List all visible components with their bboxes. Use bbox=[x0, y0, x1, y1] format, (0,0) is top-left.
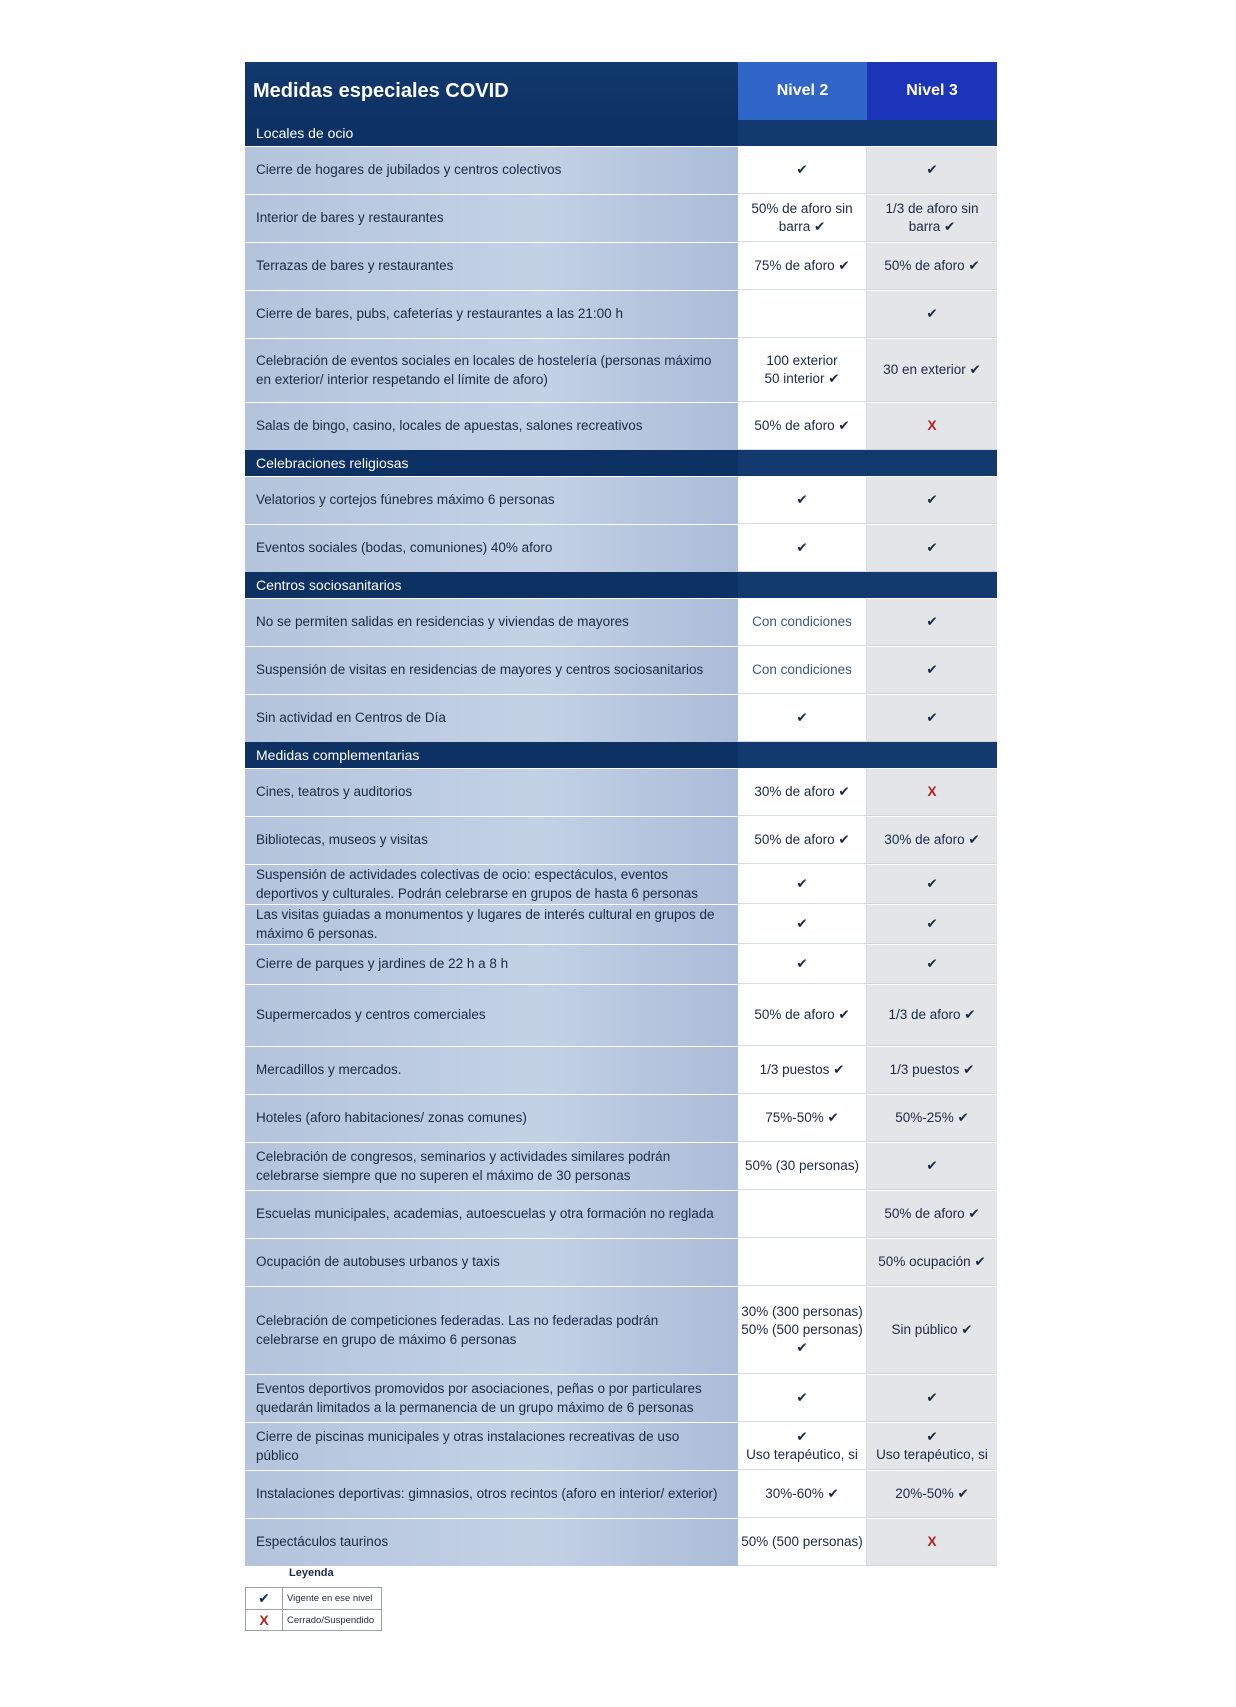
nivel-2-cell: 75% de aforo ✔ bbox=[738, 243, 867, 290]
section-fill bbox=[738, 120, 997, 146]
nivel-3-cell: ✔ bbox=[867, 599, 997, 646]
measure-label: Hoteles (aforo habitaciones/ zonas comunes) bbox=[245, 1095, 738, 1142]
nivel-3-cell: ✔ bbox=[867, 695, 997, 742]
measure-label: Cierre de hogares de jubilados y centros colectivos bbox=[245, 147, 738, 194]
section-label: Medidas complementarias bbox=[245, 742, 738, 768]
table-row bbox=[245, 944, 997, 984]
table-row bbox=[245, 290, 997, 338]
nivel-3-cell: ✔ bbox=[867, 477, 997, 524]
nivel-3-cell: ✔ bbox=[867, 945, 997, 984]
table-row bbox=[245, 1422, 997, 1470]
table-title: Medidas especiales COVID bbox=[245, 62, 738, 120]
table-row bbox=[245, 816, 997, 864]
nivel-2-cell: 100 exterior 50 interior ✔ bbox=[738, 339, 867, 402]
nivel-3-cell: ✔ bbox=[867, 147, 997, 194]
nivel-2-cell: 1/3 puestos ✔ bbox=[738, 1047, 867, 1094]
table-row bbox=[245, 402, 997, 450]
table-row bbox=[245, 1046, 997, 1094]
nivel-2-cell: 50% de aforo sin barra ✔ bbox=[738, 195, 867, 242]
legend-item-label: Cerrado/Suspendido bbox=[283, 1610, 382, 1631]
nivel-3-cell: 50% de aforo ✔ bbox=[867, 243, 997, 290]
table-row bbox=[245, 1470, 997, 1518]
nivel-3-cell: 30% de aforo ✔ bbox=[867, 817, 997, 864]
table-row bbox=[245, 338, 997, 402]
nivel-2-cell: ✔ bbox=[738, 905, 867, 944]
nivel-3-cell: ✔ bbox=[867, 647, 997, 694]
section-fill bbox=[738, 742, 997, 768]
section-fill bbox=[738, 572, 997, 598]
section-fill bbox=[738, 450, 997, 476]
measure-label: Eventos deportivos promovidos por asociaciones, peñas o por particulares quedarán limitados a la permanencia de un grupo máximo de 6 personas bbox=[245, 1375, 738, 1422]
check-icon: ✔ bbox=[246, 1588, 283, 1610]
measure-label: Espectáculos taurinos bbox=[245, 1519, 738, 1566]
nivel-2-cell: 75%-50% ✔ bbox=[738, 1095, 867, 1142]
table-row bbox=[245, 1142, 997, 1190]
table-row bbox=[245, 194, 997, 242]
nivel-3-cell: ✔ bbox=[867, 1375, 997, 1422]
nivel-2-cell: ✔ Uso terapéutico, si bbox=[738, 1423, 867, 1470]
nivel-3-cell: 20%-50% ✔ bbox=[867, 1471, 997, 1518]
nivel-2-cell: 30%-60% ✔ bbox=[738, 1471, 867, 1518]
nivel-2-header: Nivel 2 bbox=[738, 62, 867, 120]
table-row bbox=[245, 646, 997, 694]
nivel-3-cell: X bbox=[867, 403, 997, 450]
legend-item-label: Vigente en ese nivel bbox=[283, 1588, 382, 1610]
nivel-3-cell: 50% de aforo ✔ bbox=[867, 1191, 997, 1238]
measure-label: Cines, teatros y auditorios bbox=[245, 769, 738, 816]
table-row bbox=[245, 1518, 997, 1566]
measure-label: Supermercados y centros comerciales bbox=[245, 985, 738, 1046]
nivel-3-cell: 30 en exterior ✔ bbox=[867, 339, 997, 402]
measure-label: Cierre de piscinas municipales y otras instalaciones recreativas de uso público bbox=[245, 1423, 738, 1470]
table-row bbox=[245, 904, 997, 944]
table-row bbox=[245, 864, 997, 904]
nivel-3-cell: ✔ bbox=[867, 865, 997, 904]
nivel-3-header: Nivel 3 bbox=[867, 62, 997, 120]
nivel-3-cell: 1/3 de aforo ✔ bbox=[867, 985, 997, 1046]
measure-label: Instalaciones deportivas: gimnasios, otros recintos (aforo en interior/ exterior) bbox=[245, 1471, 738, 1518]
measure-label: Suspensión de visitas en residencias de mayores y centros sociosanitarios bbox=[245, 647, 738, 694]
nivel-2-cell bbox=[738, 1191, 867, 1238]
nivel-2-cell: Con condiciones bbox=[738, 599, 867, 646]
measure-label: Celebración de competiciones federadas. Las no federadas podrán celebrarse en grupo de máximo 6 personas bbox=[245, 1287, 738, 1374]
measure-label: Cierre de parques y jardines de 22 h a 8 h bbox=[245, 945, 738, 984]
table-row bbox=[245, 242, 997, 290]
table-row bbox=[245, 984, 997, 1046]
nivel-2-cell: ✔ bbox=[738, 525, 867, 572]
measure-label: Celebración de eventos sociales en locales de hostelería (personas máximo en exterior/ interior respetando el límite de aforo) bbox=[245, 339, 738, 402]
section-label: Centros sociosanitarios bbox=[245, 572, 738, 598]
nivel-2-cell: ✔ bbox=[738, 477, 867, 524]
nivel-2-cell bbox=[738, 1239, 867, 1286]
nivel-2-cell: 50% (500 personas) bbox=[738, 1519, 867, 1566]
nivel-3-cell: X bbox=[867, 769, 997, 816]
nivel-3-cell: ✔ bbox=[867, 525, 997, 572]
measure-label: Velatorios y cortejos fúnebres máximo 6 personas bbox=[245, 477, 738, 524]
measure-label: Interior de bares y restaurantes bbox=[245, 195, 738, 242]
cross-icon: X bbox=[246, 1610, 283, 1631]
table-row bbox=[245, 524, 997, 572]
measure-label: Suspensión de actividades colectivas de ocio: espectáculos, eventos deportivos y culturales. Podrán celebrarse en grupos de hasta 6 personas bbox=[245, 865, 738, 904]
nivel-2-cell: 50% de aforo ✔ bbox=[738, 817, 867, 864]
nivel-2-cell: ✔ bbox=[738, 945, 867, 984]
measure-label: Mercadillos y mercados. bbox=[245, 1047, 738, 1094]
table-row bbox=[245, 476, 997, 524]
measure-label: Cierre de bares, pubs, cafeterías y restaurantes a las 21:00 h bbox=[245, 291, 738, 338]
nivel-2-cell: ✔ bbox=[738, 865, 867, 904]
nivel-2-cell: Con condiciones bbox=[738, 647, 867, 694]
nivel-3-cell: ✔ bbox=[867, 1143, 997, 1190]
nivel-2-cell: 50% (30 personas) bbox=[738, 1143, 867, 1190]
measure-label: Celebración de congresos, seminarios y actividades similares podrán celebrarse siempre que no superen el máximo de 30 personas bbox=[245, 1143, 738, 1190]
nivel-3-cell: 50% ocupación ✔ bbox=[867, 1239, 997, 1286]
measure-label: Sin actividad en Centros de Día bbox=[245, 695, 738, 742]
section-label: Celebraciones religiosas bbox=[245, 450, 738, 476]
legend-title: Leyenda bbox=[289, 1567, 334, 1579]
nivel-2-cell: 50% de aforo ✔ bbox=[738, 403, 867, 450]
table-row bbox=[245, 1190, 997, 1238]
nivel-3-cell: X bbox=[867, 1519, 997, 1566]
nivel-2-cell: ✔ bbox=[738, 695, 867, 742]
legend-item bbox=[246, 1610, 382, 1631]
measure-label: Escuelas municipales, academias, autoescuelas y otra formación no reglada bbox=[245, 1191, 738, 1238]
nivel-3-cell: ✔ bbox=[867, 291, 997, 338]
section-header bbox=[245, 450, 997, 476]
measure-label: No se permiten salidas en residencias y viviendas de mayores bbox=[245, 599, 738, 646]
nivel-2-cell: ✔ bbox=[738, 147, 867, 194]
measure-label: Salas de bingo, casino, locales de apuestas, salones recreativos bbox=[245, 403, 738, 450]
measure-label: Ocupación de autobuses urbanos y taxis bbox=[245, 1239, 738, 1286]
nivel-2-cell: 50% de aforo ✔ bbox=[738, 985, 867, 1046]
measure-label: Eventos sociales (bodas, comuniones) 40% aforo bbox=[245, 525, 738, 572]
covid-measures-table bbox=[245, 62, 997, 1566]
nivel-2-cell: ✔ bbox=[738, 1375, 867, 1422]
table-row bbox=[245, 146, 997, 194]
table-header bbox=[245, 62, 997, 120]
table-row bbox=[245, 598, 997, 646]
nivel-3-cell: ✔ Uso terapéutico, si bbox=[867, 1423, 997, 1470]
measure-label: Bibliotecas, museos y visitas bbox=[245, 817, 738, 864]
nivel-2-cell: 30% de aforo ✔ bbox=[738, 769, 867, 816]
table-row bbox=[245, 1238, 997, 1286]
table-row bbox=[245, 1286, 997, 1374]
nivel-3-cell: ✔ bbox=[867, 905, 997, 944]
legend-item bbox=[246, 1588, 382, 1610]
legend bbox=[245, 1567, 382, 1631]
nivel-3-cell: Sin público ✔ bbox=[867, 1287, 997, 1374]
table-row bbox=[245, 1094, 997, 1142]
table-body bbox=[245, 120, 997, 1566]
nivel-3-cell: 1/3 puestos ✔ bbox=[867, 1047, 997, 1094]
section-label: Locales de ocio bbox=[245, 120, 738, 146]
nivel-2-cell: 30% (300 personas) 50% (500 personas) ✔ bbox=[738, 1287, 867, 1374]
nivel-3-cell: 50%-25% ✔ bbox=[867, 1095, 997, 1142]
section-header bbox=[245, 572, 997, 598]
table-row bbox=[245, 768, 997, 816]
nivel-2-cell bbox=[738, 291, 867, 338]
nivel-3-cell: 1/3 de aforo sin barra ✔ bbox=[867, 195, 997, 242]
measure-label: Terrazas de bares y restaurantes bbox=[245, 243, 738, 290]
legend-table bbox=[245, 1587, 382, 1631]
table-row bbox=[245, 694, 997, 742]
table-row bbox=[245, 1374, 997, 1422]
section-header bbox=[245, 742, 997, 768]
section-header bbox=[245, 120, 997, 146]
measure-label: Las visitas guiadas a monumentos y lugares de interés cultural en grupos de máximo 6 personas. bbox=[245, 905, 738, 944]
